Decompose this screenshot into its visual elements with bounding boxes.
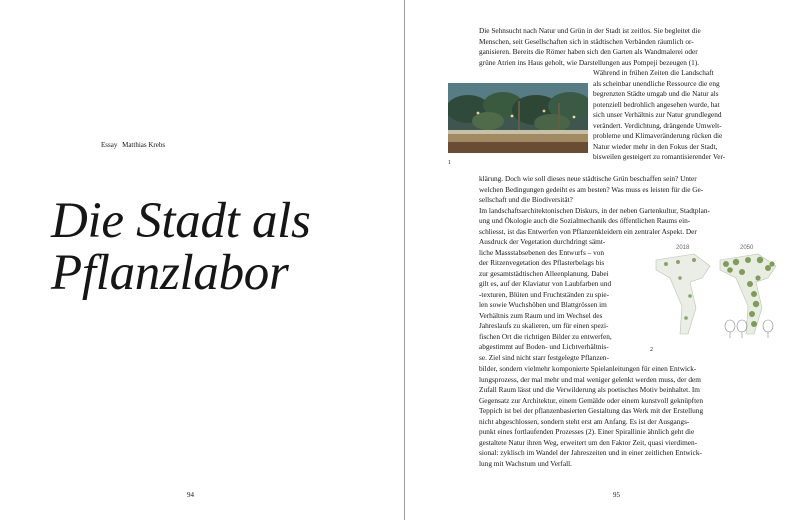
body-text-block-2: [593, 68, 725, 163]
right-page: [405, 0, 809, 520]
text-line: Natur wieder mehr in den Fokus der Stadt,: [593, 141, 718, 151]
byline-author: Matthias Krebs: [122, 141, 166, 149]
text-line: probleme und Klimaveränderung rücken die: [593, 131, 723, 141]
body-text-block-1: [479, 26, 701, 68]
text-line: grüne Atrien ins Haus geholt, wie Darstellungen aus Pompeji bezeugen (1).: [479, 57, 700, 67]
page-number-left: 94: [187, 491, 194, 499]
text-line: lungsprozess, der mal mehr und mal weniger gelenkt werden muss, der dem: [479, 374, 701, 384]
figure-1-number: 1: [448, 160, 451, 166]
text-line: Ausdruck der Vegetation durchdringt sämt-: [479, 237, 606, 246]
text-line: Verhältnis zum Raum und im Wechsel des: [479, 310, 603, 320]
text-line: sellschaft und die Biodiversität?: [479, 195, 573, 205]
body-text-block-3: [479, 174, 710, 237]
text-line: gestaltete Natur ihren Weg, erweitert um den Faktor Zeit, quasi vierdimen-: [479, 437, 698, 447]
figure-2-label-2050: 2050: [740, 245, 754, 251]
text-line: ung und Ökologie auch die Sozialmechanik des öffentlichen Raums ein-: [479, 216, 691, 226]
text-line: Gegensatz zur Architektur, einem Gemälde oder einem kunstvoll geknüpften: [479, 395, 704, 405]
text-line: der Ritzenvegetation des Pflasterbelags bis: [479, 258, 605, 268]
text-line: verändert. Verdichtung, drängende Umwelt-: [593, 120, 722, 130]
text-line: Teppich ist bei der pflanzenbasierten Gestaltung das Werk mit der Erstellung: [479, 406, 704, 416]
text-line: Menschen, seit Gesellschaften sich in städtischen Verbänden räumlich or-: [479, 36, 694, 46]
text-line: nicht abgeschlossen, sondern steht erst am Anfang. Es ist der Ausgangs-: [479, 416, 690, 426]
text-line: Die Sehnsucht nach Natur und Grün in der Stadt ist zeitlos. Sie begleitet die: [479, 26, 701, 35]
text-line: ganisieren. Bereits die Römer haben sich den Garten als Wandmalerei oder: [479, 47, 698, 57]
text-line: bisweilen gesteigert zu romantisierender Ver-: [593, 152, 726, 162]
text-line: als scheinbar unendliche Ressource die eng: [593, 78, 720, 88]
text-line: sional: zyklisch im Wandel der Jahreszeiten und in einer zeitlichen Entwick-: [479, 448, 702, 458]
planting-plans-image: [650, 238, 785, 344]
page-number-right: 95: [613, 491, 620, 499]
text-line: Zufall Raum lässt und die Verwilderung als poetisches Motiv beinhaltet. Im: [479, 385, 700, 395]
text-line: zur gesamtstädtischen Alleenplanung. Dabei: [479, 268, 609, 278]
text-line: abgestimmt auf Boden- und Lichtverhältnis-: [479, 342, 609, 352]
text-line: schliesst, ist das Entwerfen von Pflanzenkleidern ein zentraler Aspekt. Der: [479, 226, 697, 236]
figure-2-label-2018: 2018: [676, 245, 690, 251]
text-line: klärung. Doch wie soll dieses neue städtische Grün beschaffen sein? Unter: [479, 174, 697, 183]
figure-2-plans: [650, 238, 785, 344]
text-line: punkt eines fortlaufenden Prozesses (2). Einer Spirallinie ähnlich geht die: [479, 427, 695, 437]
title-line-2: Pflanzlabor: [51, 245, 289, 301]
text-line: potenziell bedrohlich angesehen wurde, hat: [593, 99, 720, 109]
text-line: Während in frühen Zeiten die Landschaft: [593, 68, 714, 77]
text-line: liche Massstabsebenen des Entwurfs – von: [479, 247, 605, 257]
figure-1-fresco: [448, 83, 588, 153]
text-line: fischen Ort die richtigen Bilder zu entwerfen,: [479, 331, 612, 341]
text-line: sich unser Verhältnis zur Natur grundlegend: [593, 110, 722, 120]
title-line-1: Die Stadt als: [51, 193, 311, 249]
fresco-garden-image: [448, 83, 588, 153]
figure-2-number: 2: [650, 347, 653, 353]
body-text-block-5: [479, 364, 703, 469]
text-line: gilt es, auf der Klaviatur von Laubfarben und: [479, 279, 612, 289]
text-line: welchen Bedingungen gedeiht es am besten? Was muss es leisten für die Ge-: [479, 184, 704, 194]
byline-label: Essay: [101, 141, 118, 149]
text-line: len sowie Wuchshöhen und Blattgrössen im: [479, 300, 607, 310]
text-line: bilder, sondern vielmehr komponierte Spielanleitungen für einen Entwick-: [479, 364, 697, 373]
text-line: -texturen, Blüten und Fruchtständen zu spie-: [479, 289, 610, 299]
text-line: se. Ziel sind nicht starr festgelegte Pflanzen-: [479, 353, 609, 363]
text-line: begrenzten Städte umgab und die Natur als: [593, 89, 719, 99]
byline: [101, 141, 165, 150]
text-line: Jahreslaufs zu skalieren, um für einen spezi-: [479, 321, 609, 331]
text-line: lung mit Wachstum und Verfall.: [479, 458, 572, 468]
article-title: [51, 195, 311, 299]
body-text-block-4: [479, 237, 612, 364]
left-page: [0, 0, 404, 520]
text-line: Im landschaftsarchitektonischen Diskurs, in der neben Gartenkultur, Stadtplan-: [479, 205, 710, 215]
